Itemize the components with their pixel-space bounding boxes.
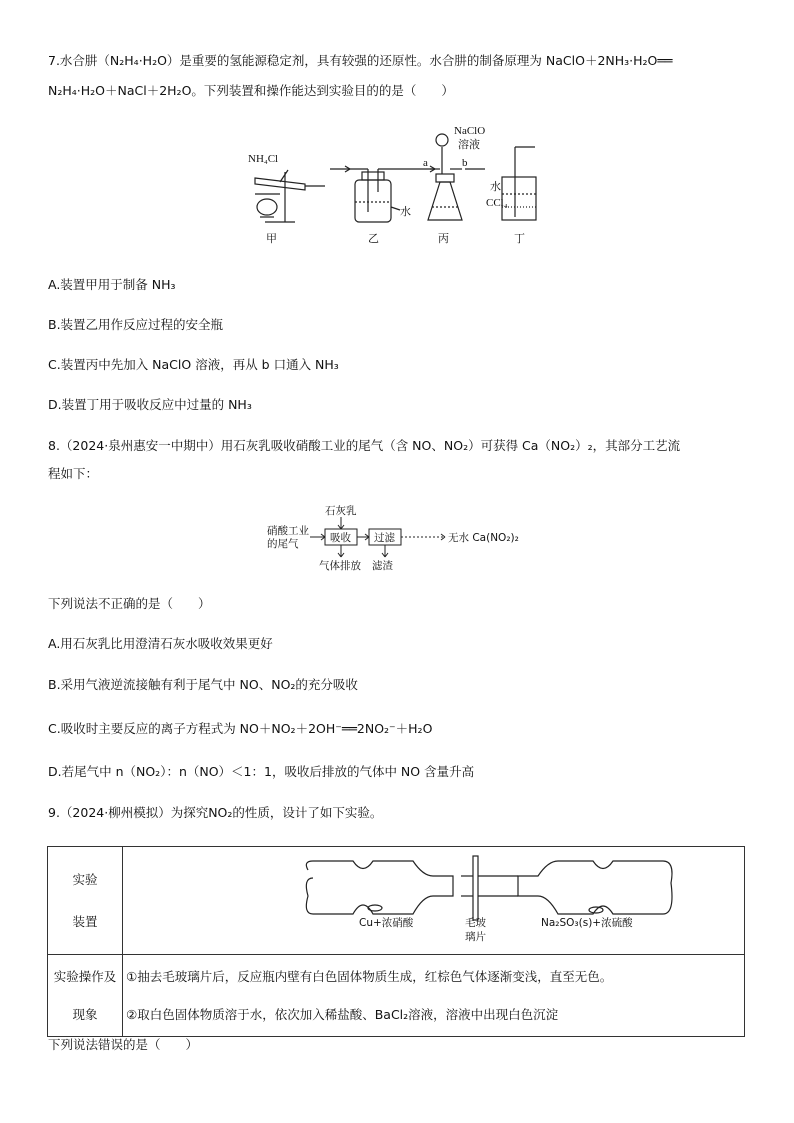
caption-yi: 乙 — [368, 233, 379, 245]
q9-apparatus-figure — [123, 848, 743, 954]
flow-label-filter: 过滤 — [374, 532, 395, 544]
label-operation-2: 现象 — [72, 1006, 98, 1022]
q7-stem-line2: N₂H₄·H₂O＋NaCl＋2H₂O。下列装置和操作能达到实验目的的是（ ） — [48, 83, 454, 98]
cell-label-apparatus — [48, 847, 123, 955]
operation-line-2: ②取白色固体物质溶于水，依次加入稀盐酸、BaCl₂溶液，溶液中出现白色沉淀 — [126, 1006, 559, 1022]
q9-stem-line1: 9.（2024·柳州模拟）为探究NO₂的性质，设计了如下实验。 — [48, 805, 383, 820]
funnel-c — [436, 134, 448, 146]
q8-question: 下列说法不正确的是（ ） — [48, 596, 211, 611]
label-operation-1: 实验操作及 — [53, 968, 117, 984]
label-water-b: 水 — [400, 206, 411, 218]
q7-option-a: A.装置甲用于制备 NH₃ — [48, 277, 176, 292]
tube-a — [255, 178, 305, 190]
cell-label-operation — [48, 955, 123, 1037]
label-solution: 溶液 — [458, 139, 480, 151]
label-ccl4: CCl₄ — [486, 197, 508, 209]
q7-option-c: C.装置丙中先加入 NaClO 溶液，再从 b 口通入 NH₃ — [48, 357, 339, 372]
label-water-d: 水 — [490, 181, 501, 193]
flow-top-lime: 石灰乳 — [325, 505, 357, 517]
q8-flow-diagram — [265, 502, 565, 582]
label-apparatus-2: 装置 — [72, 913, 98, 929]
flow-product: 无水 Ca(NO₂)₂ — [448, 532, 519, 544]
table-row-operation — [48, 955, 745, 1037]
burner — [257, 199, 277, 215]
q7-option-b: B.装置乙用作反应过程的安全瓶 — [48, 317, 224, 332]
flask-c — [428, 182, 462, 220]
label-cu-nitric: Cu+浓硝酸 — [359, 916, 414, 929]
label-glass-2: 璃片 — [465, 930, 486, 943]
flow-out-gas: 气体排放 — [319, 560, 361, 572]
q7-stem-line1: 7.水合肼（N₂H₄·H₂O）是重要的氢能源稳定剂，具有较强的还原性。水合肼的制备原理为 NaClO＋2NH₃·H₂O══ — [48, 53, 673, 68]
q8-option-c: C.吸收时主要反应的离子方程式为 NO＋NO₂＋2OH⁻══2NO₂⁻＋H₂O — [48, 721, 433, 736]
label-glass-1: 毛玻 — [465, 916, 486, 929]
cell-apparatus-figure — [123, 847, 745, 955]
q9-experiment-table — [47, 846, 745, 1037]
flask-right — [518, 861, 672, 914]
label-naclo: NaClO — [454, 125, 486, 137]
q8-option-a: A.用石灰乳比用澄清石灰水吸收效果更好 — [48, 636, 273, 651]
cell-operation-text — [123, 955, 745, 1037]
q8-option-d: D.若尾气中 n（NO₂）：n（NO）＜1：1，吸收后排放的气体中 NO 含量升高 — [48, 764, 475, 779]
label-apparatus-1: 实验 — [72, 871, 98, 887]
glass-plate — [473, 856, 478, 920]
bottle-b — [355, 180, 391, 222]
table-row-apparatus — [48, 847, 745, 955]
q9-question: 下列说法错误的是（ ） — [48, 1037, 199, 1052]
label-nh4cl: NH₄Cl — [248, 153, 279, 165]
flow-input-2: 的尾气 — [267, 538, 299, 550]
flow-label-absorb: 吸收 — [330, 532, 351, 544]
flow-input-1: 硝酸工业 — [267, 525, 309, 537]
caption-jia: 甲 — [266, 233, 277, 245]
label-na2so3: Na₂SO₃(s)+浓硫酸 — [541, 916, 633, 929]
caption-ding: 丁 — [514, 233, 525, 245]
label-b: b — [462, 157, 468, 169]
caption-bing: 丙 — [438, 233, 449, 245]
operation-line-1: ①抽去毛玻璃片后，反应瓶内壁有白色固体物质生成，红棕色气体逐渐变浅，直至无色。 — [126, 968, 613, 984]
label-a: a — [423, 157, 428, 169]
q7-option-d: D.装置丁用于吸收反应中过量的 NH₃ — [48, 397, 252, 412]
q7-apparatus-figure — [240, 122, 570, 250]
flow-out-residue: 滤渣 — [372, 560, 393, 572]
q8-option-b: B.采用气液逆流接触有利于尾气中 NO、NO₂的充分吸收 — [48, 677, 358, 692]
q8-stem-line1: 8.（2024·泉州惠安一中期中）用石灰乳吸收硝酸工业的尾气（含 NO、NO₂）可获得 Ca（NO₂）₂，其部分工艺流 — [48, 438, 681, 453]
q8-stem-line2: 程如下： — [48, 466, 99, 481]
